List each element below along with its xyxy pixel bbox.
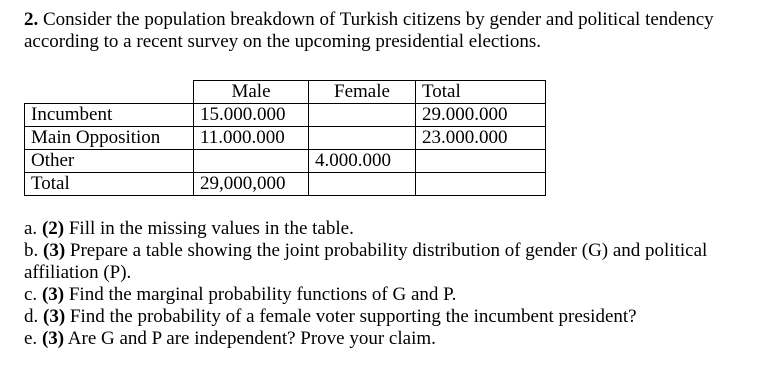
part-text: Fill in the missing values in the table. [64,218,354,239]
cell-female [309,104,416,127]
part-d [24,306,764,328]
part-prefix: c. [24,284,42,305]
cell-total [416,173,546,196]
part-b-continuation: affiliation (P). [24,262,132,283]
part-points: (3) [43,306,66,327]
cell-male: 11.000.000 [194,127,309,150]
table-row [25,104,546,127]
part-points: (3) [43,240,66,261]
cell-male: 29,000,000 [194,173,309,196]
header-corner-cell [25,81,194,104]
table-row [25,127,546,150]
question-line-2: according to a recent survey on the upcoming presidential elections. [24,31,542,52]
part-e [24,328,764,350]
part-text: Prepare a table showing the joint probability distribution of gender (G) and political [65,240,708,261]
part-points: (3) [41,328,65,349]
question-prompt [24,9,764,53]
cell-male: 15.000.000 [194,104,309,127]
cell-total [416,150,546,173]
header-female: Female [309,81,416,104]
part-prefix: e. [24,328,42,349]
part-prefix: b. [24,240,43,261]
row-label: Main Opposition [25,127,194,150]
row-label: Incumbent [25,104,194,127]
question-text-1: Consider the population breakdown of Turkish citizens by gender and political tendency [38,9,714,30]
table-row [25,150,546,173]
part-points: (3) [41,284,65,305]
cell-female: 4.000.000 [309,150,416,173]
question-line-1 [24,9,764,31]
row-label: Other [25,150,194,173]
part-points: (2) [41,218,65,239]
header-total: Total [416,81,546,104]
cell-female [309,173,416,196]
row-label: Total [25,173,194,196]
part-a [24,218,764,240]
cell-total: 29.000.000 [416,104,546,127]
part-text: Find the marginal probability functions of G and P. [64,284,457,305]
part-prefix: d. [24,306,43,327]
question-parts [24,218,764,350]
population-table [24,80,546,196]
header-male: Male [194,81,309,104]
cell-total: 23.000.000 [416,127,546,150]
cell-male [194,150,309,173]
cell-female [309,127,416,150]
part-b [24,240,764,262]
part-text: Find the probability of a female voter supporting the incumbent president? [65,306,637,327]
part-text: Are G and P are independent? Prove your claim. [64,328,436,349]
part-prefix: a. [24,218,42,239]
table-header-row [25,81,546,104]
part-c [24,284,764,306]
question-number: 2. [24,9,39,30]
table-row [25,173,546,196]
